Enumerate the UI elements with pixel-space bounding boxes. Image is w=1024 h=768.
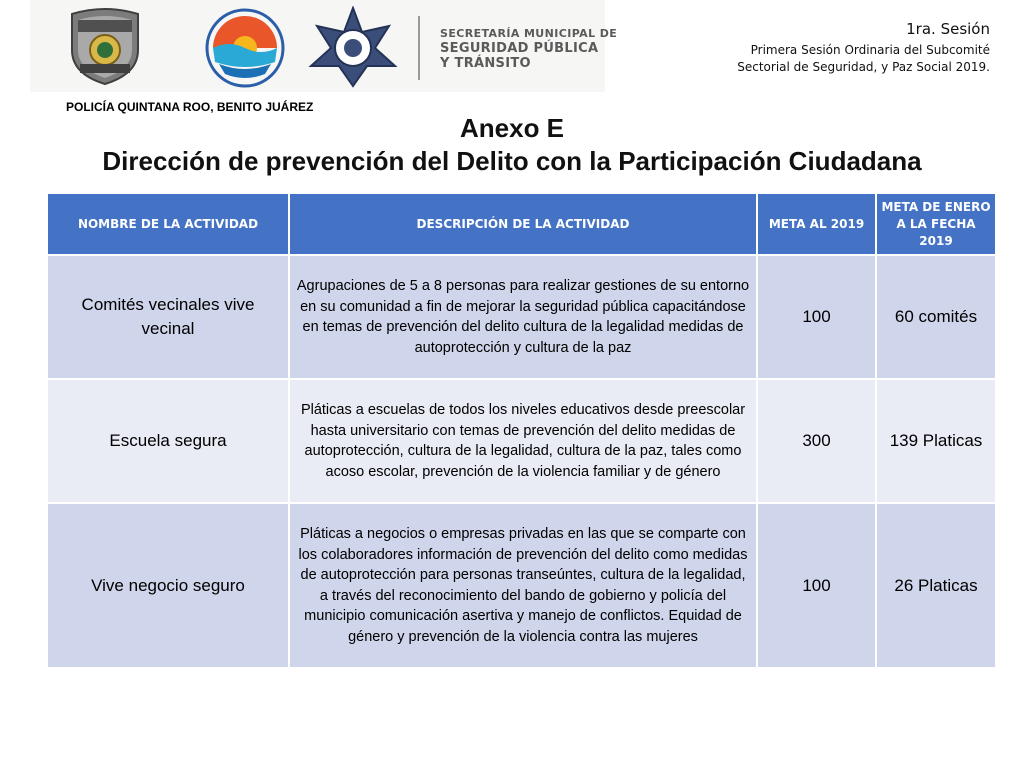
header-goal-to-date: META DE ENERO A LA FECHA 2019	[876, 193, 996, 255]
activity-name: Comités vecinales vive vecinal	[47, 255, 289, 379]
secretaria-name	[440, 26, 630, 71]
table-header-row	[47, 193, 996, 255]
star-logo-lettering	[305, 88, 306, 89]
activity-goal: 100	[757, 255, 876, 379]
table-row	[47, 503, 996, 668]
activities-table	[46, 192, 997, 669]
activity-description: Pláticas a escuelas de todos los niveles educativos desde preescolar hasta universitario con temas de prevención del delito medidas de autoprotección, cultura de la legalidad, cultura de la paz, tales como acoso escolar, prevención de la violencia familiar y de género	[289, 379, 757, 503]
activity-name: Escuela segura	[47, 379, 289, 503]
table-row	[47, 379, 996, 503]
activity-name: Vive negocio seguro	[47, 503, 289, 668]
activity-goal: 100	[757, 503, 876, 668]
secretaria-line-3: Y TRÁNSITO	[440, 56, 531, 71]
municipio-logo	[195, 6, 295, 88]
header-banner	[30, 0, 618, 92]
activity-to-date: 60 comités	[876, 255, 996, 379]
activity-description: Agrupaciones de 5 a 8 personas para realizar gestiones de su entorno en su comunidad a fin de mejorar la seguridad pública capacitándose en temas de prevención del delito cultura de la legalidad medidas de autoprotección y cultura de la paz	[289, 255, 757, 379]
secretaria-line-1: SECRETARÍA MUNICIPAL DE	[440, 27, 618, 40]
header-activity-description: DESCRIPCIÓN DE LA ACTIVIDAD	[289, 193, 757, 255]
session-line-2: Sectorial de Seguridad, y Paz Social 2019.	[737, 60, 990, 74]
police-shield-logo	[66, 6, 144, 86]
secretaria-line-2: SEGURIDAD PÚBLICA	[440, 41, 599, 56]
session-info	[737, 20, 990, 76]
sspyt-star-logo	[305, 6, 401, 88]
police-label: POLICÍA QUINTANA ROO, BENITO JUÁREZ	[66, 100, 314, 114]
header-goal-2019: META AL 2019	[757, 193, 876, 255]
activity-description: Pláticas a negocios o empresas privadas en las que se comparte con los colaboradores información de prevención del delito como medidas de autoprotección para personas transeúntes, cultura de la legalidad, a través del reconocimiento del bando de gobierno y policía del municipio comunicación asertiva y manejo de conflictos. Equidad de género y prevención de la violencia contra las mujeres	[289, 503, 757, 668]
table-row	[47, 255, 996, 379]
session-title: 1ra. Sesión	[906, 20, 990, 38]
session-line-1: Primera Sesión Ordinaria del Subcomité	[750, 43, 990, 57]
header-activity-name: NOMBRE DE LA ACTIVIDAD	[47, 193, 289, 255]
activity-goal: 300	[757, 379, 876, 503]
annex-title: Anexo E	[459, 113, 565, 143]
header-divider	[418, 16, 420, 80]
police-logo-lettering	[66, 86, 67, 87]
activity-to-date: 26 Platicas	[876, 503, 996, 668]
municipio-logo-lettering	[195, 88, 196, 89]
department-title: Dirección de prevención del Delito con la Participación Ciudadana	[102, 146, 922, 176]
activity-to-date: 139 Platicas	[876, 379, 996, 503]
